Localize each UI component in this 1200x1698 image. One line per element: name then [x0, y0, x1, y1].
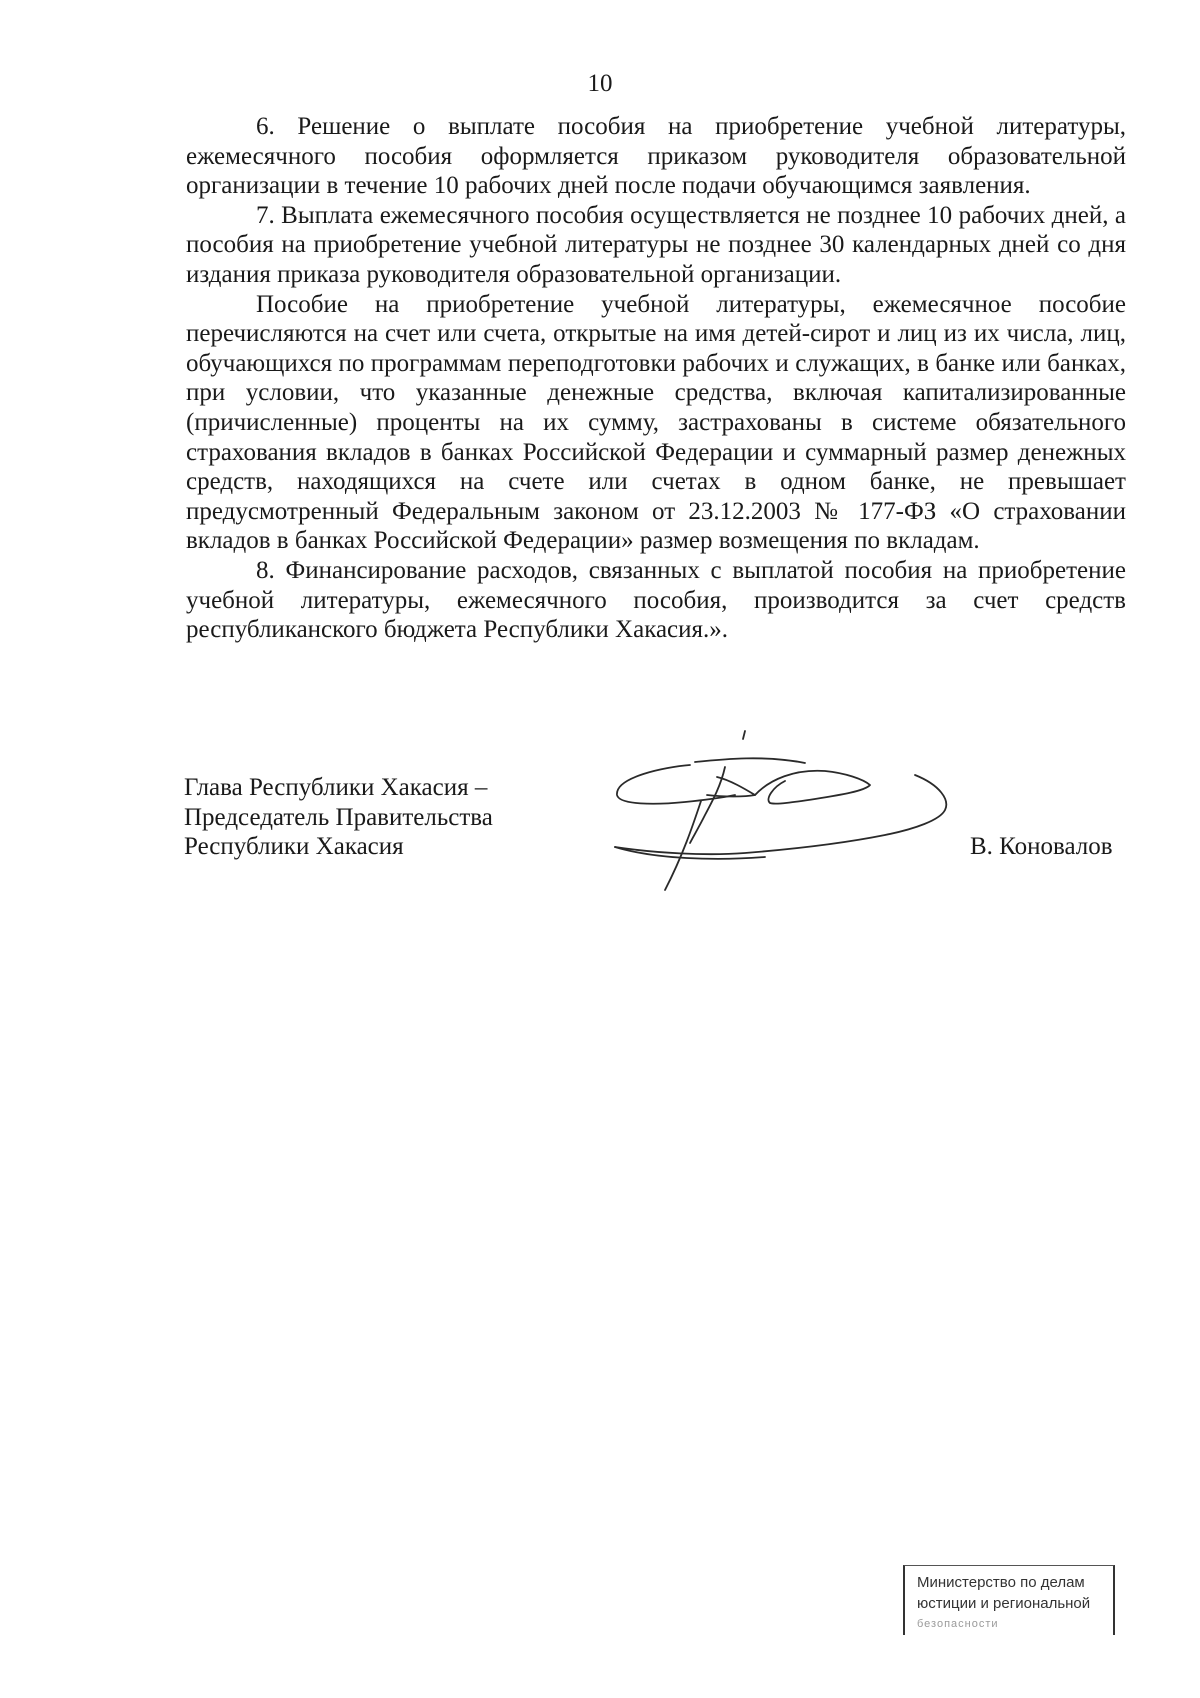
stamp-line: безопасности	[917, 1618, 999, 1630]
paragraph-6: 6. Решение о выплате пособия на приобретение учебной литературы, ежемесячного пособия оформляется приказом руководителя образовательной организации в течение 10 рабочих дней после подачи обучающимся заявления.	[186, 113, 1126, 200]
page-number: 10	[587, 70, 613, 97]
signatory-title-line: Председатель Правительства	[184, 803, 493, 831]
stamp-line: Министерство по делам	[917, 1574, 1085, 1591]
paragraph-8: 8. Финансирование расходов, связанных с выплатой пособия на приобретение учебной литературы, ежемесячного пособия, производится за счет средств республиканского бюджета Республики Хакасия.».	[186, 556, 1126, 644]
signer-name: В. Коновалов	[970, 833, 1113, 860]
stamp-line: юстиции и региональной	[917, 1595, 1091, 1612]
paragraph-transfer: Пособие на приобретение учебной литературы, ежемесячное пособие перечисляются на счет или счета, открытые на имя детей-сирот и лиц из их числа, лиц, обучающихся по программам переподготовки рабочих и служащих, в банке или банках, при условии, что указанные денежные средства, включая капитализированные (причисленные) проценты на их сумму, застрахованы в системе обязательного страхования вкладов в банках Российской Федерации и суммарный размер денежных средств, находящихся на счете или счетах в одном банке, не превышает предусмотренный Федеральным законом от 23.12.2003 № 177-ФЗ «О страховании вкладов в банках Российской Федерации» размер возмещения по вкладам.	[186, 290, 1126, 555]
signatory-title-line: Республики Хакасия	[184, 833, 404, 860]
signatory-title	[184, 773, 493, 862]
document-body	[186, 112, 1126, 645]
signatory-title-line: Глава Республики Хакасия –	[184, 774, 488, 801]
registration-stamp	[903, 1565, 1115, 1635]
handwritten-signature	[595, 725, 975, 895]
paragraph-7: 7. Выплата ежемесячного пособия осуществляется не позднее 10 рабочих дней, а пособия на приобретение учебной литературы не позднее 30 календарных дней со дня издания приказа руководителя образовательной организации.	[186, 201, 1126, 288]
